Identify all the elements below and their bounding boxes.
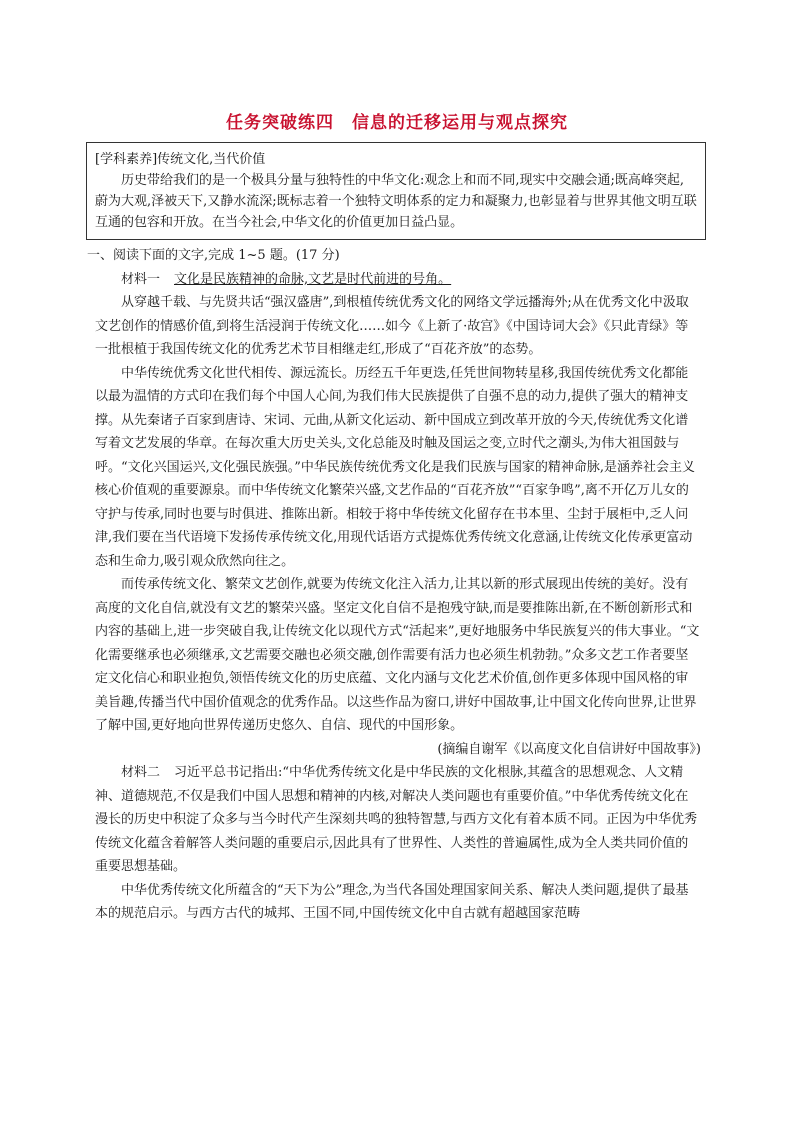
material-two-label: 材料二: [121, 765, 161, 780]
material-one-source: (摘编自谢军《以高度文化自信讲好中国故事》): [437, 741, 701, 757]
material-one-heading-line: [95, 268, 701, 292]
material-one-paragraph: 从穿越千载、与先贤共话“强汉盛唐”,到根植传统优秀文化的网络文学远播海外;从在优秀文化中汲取文艺创作的情感价值,到将生活浸润于传统文化……如今《上新了·故宫》《中国诗词大会》《只此青绿》等一批根植于我国传统文化的优秀艺术节目相继走红,形成了“百花齐放”的态势。: [95, 295, 689, 357]
literacy-paragraph: 历史带给我们的是一个极具分量与独特性的中华文化:观念上和而不同,现实中交融会通;既高峰突起,蔚为大观,泽被天下,又静水流深;既标志着一个独特文明体系的定力和凝聚力,也彰显着与世界其他文明互联互通的包容和开放。在当今社会,中华文化的价值更加日益凸显。: [95, 173, 697, 230]
material-one-heading: 文化是民族精神的命脉,文艺是时代前进的号角。: [174, 271, 452, 287]
material-one-paragraph: 而传承传统文化、繁荣文艺创作,就要为传统文化注入活力,让其以新的形式展现出传统的美好。没有高度的文化自信,就没有文艺的繁荣兴盛。坚定文化自信不是抱残守缺,而是要推陈出新,在不断创新形式和内容的基础上,进一步突破自我,让传统文化以现代方式“活起来”,更好地服务中华民族复兴的伟大事业。“文化需要继承也必须继承,文艺需要交融也必须交融,创作需要有活力也必须生机勃勃。”众多文艺工作者要坚定文化信心和职业抱负,领悟传统文化的历史底蕴、文化内涵与文化艺术价值,创作更多体现中国风格的审美旨趣,传播当代中国价值观念的优秀作品。以这些作品为窗口,讲好中国故事,让中国文化传向世界,让世界了解中国,更好地向世界传递历史悠久、自信、现代的中国形象。: [95, 577, 700, 733]
page-title: 任务突破练四 信息的迁移运用与观点探究: [226, 113, 568, 133]
material-two-paragraph: 中华优秀传统文化所蕴含的“天下为公”理念,为当代各国处理国家间关系、解决人类问题,提供了最基本的规范启示。与西方古代的城邦、王国不同,中国传统文化中自古就有超越国家范畴: [95, 882, 689, 921]
literacy-tag: [学科素养]传统文化,当代价值: [95, 152, 266, 167]
material-one-paragraph: 中华传统优秀文化世代相传、源远流长。历经五千年更迭,任凭世间物转星移,我国传统优秀文化都能以最为温情的方式印在我们每个中国人心间,为我们伟大民族提供了自强不息的动力,提供了强大的精神支撑。从先秦诸子百家到唐诗、宋词、元曲,从新文化运动、新中国成立到改革开放的今天,传统优秀文化谱写着文艺发展的华章。在每次重大历史关头,文化总能及时触及国运之变,立时代之潮头,为伟大祖国鼓与呼。“文化兴国运兴,文化强民族强。”中华民族传统优秀文化是我们民族与国家的精神命脉,是涵养社会主义核心价值观的重要源泉。而中华传统文化繁荣兴盛,文艺作品的“百花齐放”“百家争鸣”,离不开亿万儿女的守护与传承,同时也要与时俱进、推陈出新。相较于将中华传统文化留存在书本里、尘封于展柜中,乏人问津,我们要在当代语境下发扬传承传统文化,用现代话语方式提炼优秀传统文化意涵,让传统文化传承更富动态和生命力,吸引观众欣然向往之。: [95, 365, 696, 569]
literacy-box: [86, 142, 706, 240]
question-instruction: 一、阅读下面的文字,完成 1~5 题。(17 分): [87, 248, 340, 263]
material-two-paragraph: [95, 761, 701, 879]
material-two-text: 习近平总书记指出:“中华优秀传统文化是中华民族的文化根脉,其蕴含的思想观念、人文精神、道德规范,不仅是我们中国人思想和精神的内核,对解决人类问题也有重要价值。”中华优秀传统文化在漫长的历史中积淀了众多与当今时代产生深刻共鸣的独特智慧,与西方文化有着本质不同。正因为中华优秀传统文化蕴含着解答人类问题的重要启示,因此具有了世界性、人类性的普遍属性,成为全人类共同价值的重要思想基础。: [95, 765, 698, 874]
reading-text: [87, 244, 701, 926]
material-one-label: 材料一: [121, 271, 161, 287]
